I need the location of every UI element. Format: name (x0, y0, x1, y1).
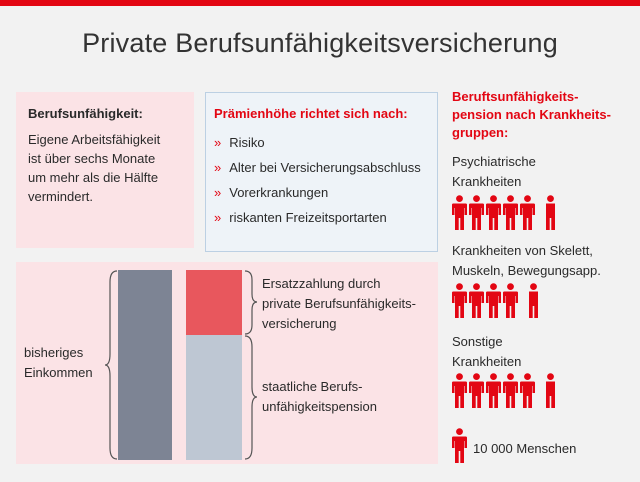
bullet-arrow-icon: » (214, 185, 222, 200)
bullet-arrow-icon: » (214, 160, 222, 175)
income-comparison-box (16, 262, 438, 464)
people-row-other (452, 373, 558, 408)
person-icon (486, 373, 501, 408)
list-item: » Risiko (214, 135, 265, 150)
person-icon (520, 195, 535, 230)
people-row-skeletal (452, 283, 541, 318)
state-pension-label: staatliche Berufs- unfähigkeitspension (262, 379, 377, 414)
person-icon (452, 373, 467, 408)
person-icon (452, 283, 467, 318)
legend-text: 10 000 Menschen (473, 440, 577, 456)
legend (452, 428, 576, 468)
person-icon (520, 373, 535, 408)
definition-line: um mehr als die Hälfte (28, 170, 159, 185)
right-brace-top-icon (244, 270, 258, 335)
premium-factor-list (214, 130, 429, 230)
premium-factors-box (205, 92, 438, 252)
page-title: Private Berufsunfähigkeitsversicherung (82, 28, 558, 58)
state-pension-bar (186, 335, 242, 460)
person-icon (469, 373, 484, 408)
person-icon (503, 373, 518, 408)
person-icon (452, 428, 467, 463)
definition-heading: Berufsunfähigkeit: (28, 106, 143, 121)
half-person-icon (543, 195, 558, 230)
people-row-psychiatric (452, 195, 558, 230)
left-brace-icon (104, 270, 118, 460)
premium-heading: Prämienhöhe richtet sich nach: (214, 106, 408, 121)
definition-text (28, 130, 182, 206)
group-label-other: Sonstige Krankheiten (452, 334, 522, 369)
person-icon (486, 195, 501, 230)
person-icon (469, 195, 484, 230)
definition-line: Eigene Arbeitsfähigkeit (28, 132, 161, 147)
group-label-skeletal: Krankheiten von Skelett, Muskeln, Bewegungsapp. (452, 243, 601, 278)
previous-income-bar (118, 270, 172, 460)
person-icon (452, 428, 467, 468)
definition-line: vermindert. (28, 189, 94, 204)
previous-income-label: bisheriges Einkommen (24, 345, 93, 380)
list-item: » Alter bei Versicherungsabschluss (214, 160, 421, 175)
definition-box (16, 92, 194, 248)
half-person-icon (526, 283, 541, 318)
bullet-arrow-icon: » (214, 210, 222, 225)
person-icon (503, 283, 518, 318)
private-insurance-label: Ersatzzahlung durch private Berufsunfähigkeits- versicherung (262, 276, 416, 331)
private-insurance-bar (186, 270, 242, 335)
right-brace-bottom-icon (244, 335, 258, 460)
list-item: » riskanten Freizeitsportarten (214, 210, 387, 225)
person-icon (469, 283, 484, 318)
bullet-arrow-icon: » (214, 135, 222, 150)
person-icon (503, 195, 518, 230)
list-item: » Vorerkrankungen (214, 185, 329, 200)
person-icon (486, 283, 501, 318)
definition-line: ist über sechs Monate (28, 151, 156, 166)
group-label-psychiatric: Psychiatrische Krankheiten (452, 154, 536, 189)
disease-groups-heading: Beruftsunfähigkeits- pension nach Krankheits- gruppen: (452, 89, 611, 140)
person-icon (452, 195, 467, 230)
half-person-icon (543, 373, 558, 408)
